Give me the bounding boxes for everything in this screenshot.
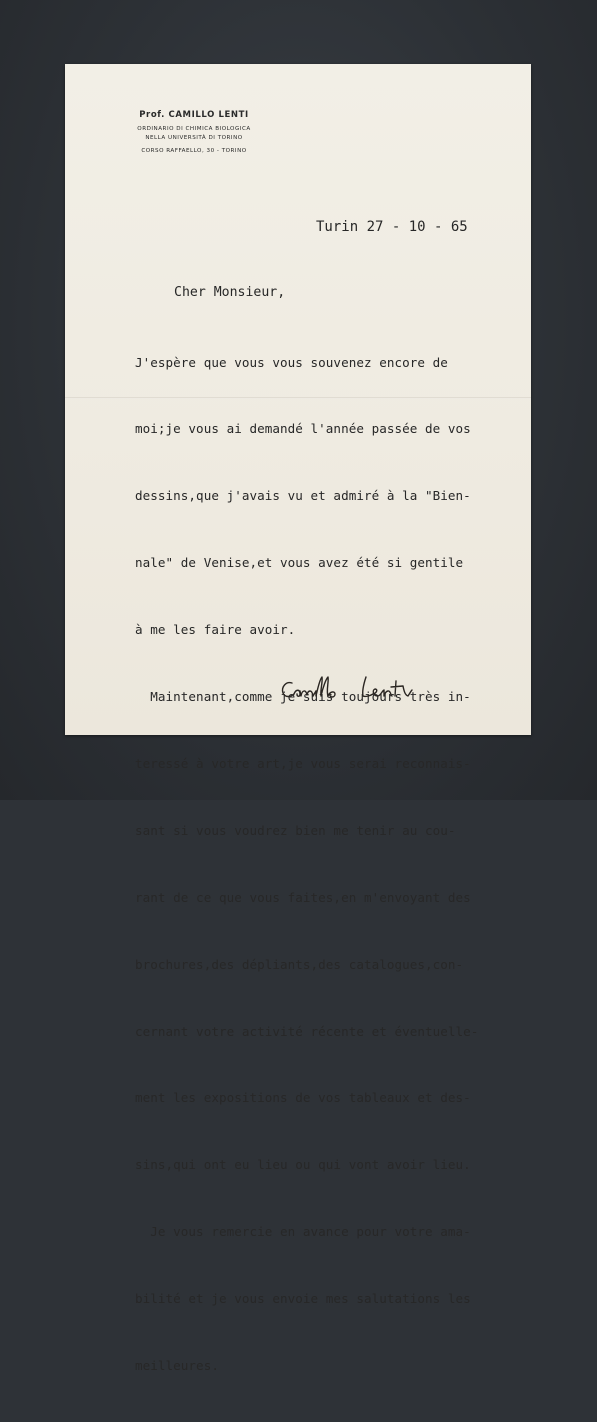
letterhead-title: ORDINARIO DI CHIMICA BIOLOGICA (137, 126, 251, 132)
body-line: Maintenant,comme je suis toujours très in- (135, 689, 471, 705)
body-line: moi;je vous ai demandé l'année passée de vos (135, 421, 471, 437)
body-line: meilleures. (135, 1357, 219, 1373)
letter-body (135, 307, 478, 1422)
letter-paper (65, 64, 531, 1373)
letterhead (109, 110, 279, 156)
body-line: cernant votre activité récente et éventuelle- (135, 1023, 479, 1039)
body-line: teressé à votre art,je vous serai reconnais- (135, 755, 471, 771)
body-line: à me les faire avoir. (135, 622, 296, 638)
body-line: dessins,que j'avais vu et admiré à la "Bien- (135, 488, 471, 504)
body-line: sins,qui ont eu lieu ou qui vont avoir lieu. (135, 1157, 471, 1173)
body-line: sant si vous voudrez bien me tenir au cou- (135, 822, 456, 838)
body-line: ment les expositions de vos tableaux et des- (135, 1090, 471, 1106)
letterhead-address: CORSO RAFFAELLO, 30 - TORINO (141, 148, 247, 154)
letterhead-name: Prof. CAMILLO LENTI (139, 110, 249, 120)
letter-date: Turin 27 - 10 - 65 (316, 219, 468, 235)
body-line: nale" de Venise,et vous avez été si gentile (135, 555, 464, 571)
handwritten-signature (278, 669, 478, 709)
body-line: brochures,des dépliants,des catalogues,con- (135, 956, 464, 972)
body-line: J'espère que vous vous souvenez encore de (135, 354, 448, 370)
letter-salutation: Cher Monsieur, (174, 285, 286, 300)
body-line: Je vous remercie en avance pour votre ama- (135, 1224, 471, 1240)
body-line: rant de ce que vous faites,en m'envoyant des (135, 889, 471, 905)
letterhead-institution: NELLA UNIVERSITÀ DI TORINO (145, 135, 243, 141)
body-line: bilité et je vous envoie mes salutations les (135, 1291, 471, 1307)
